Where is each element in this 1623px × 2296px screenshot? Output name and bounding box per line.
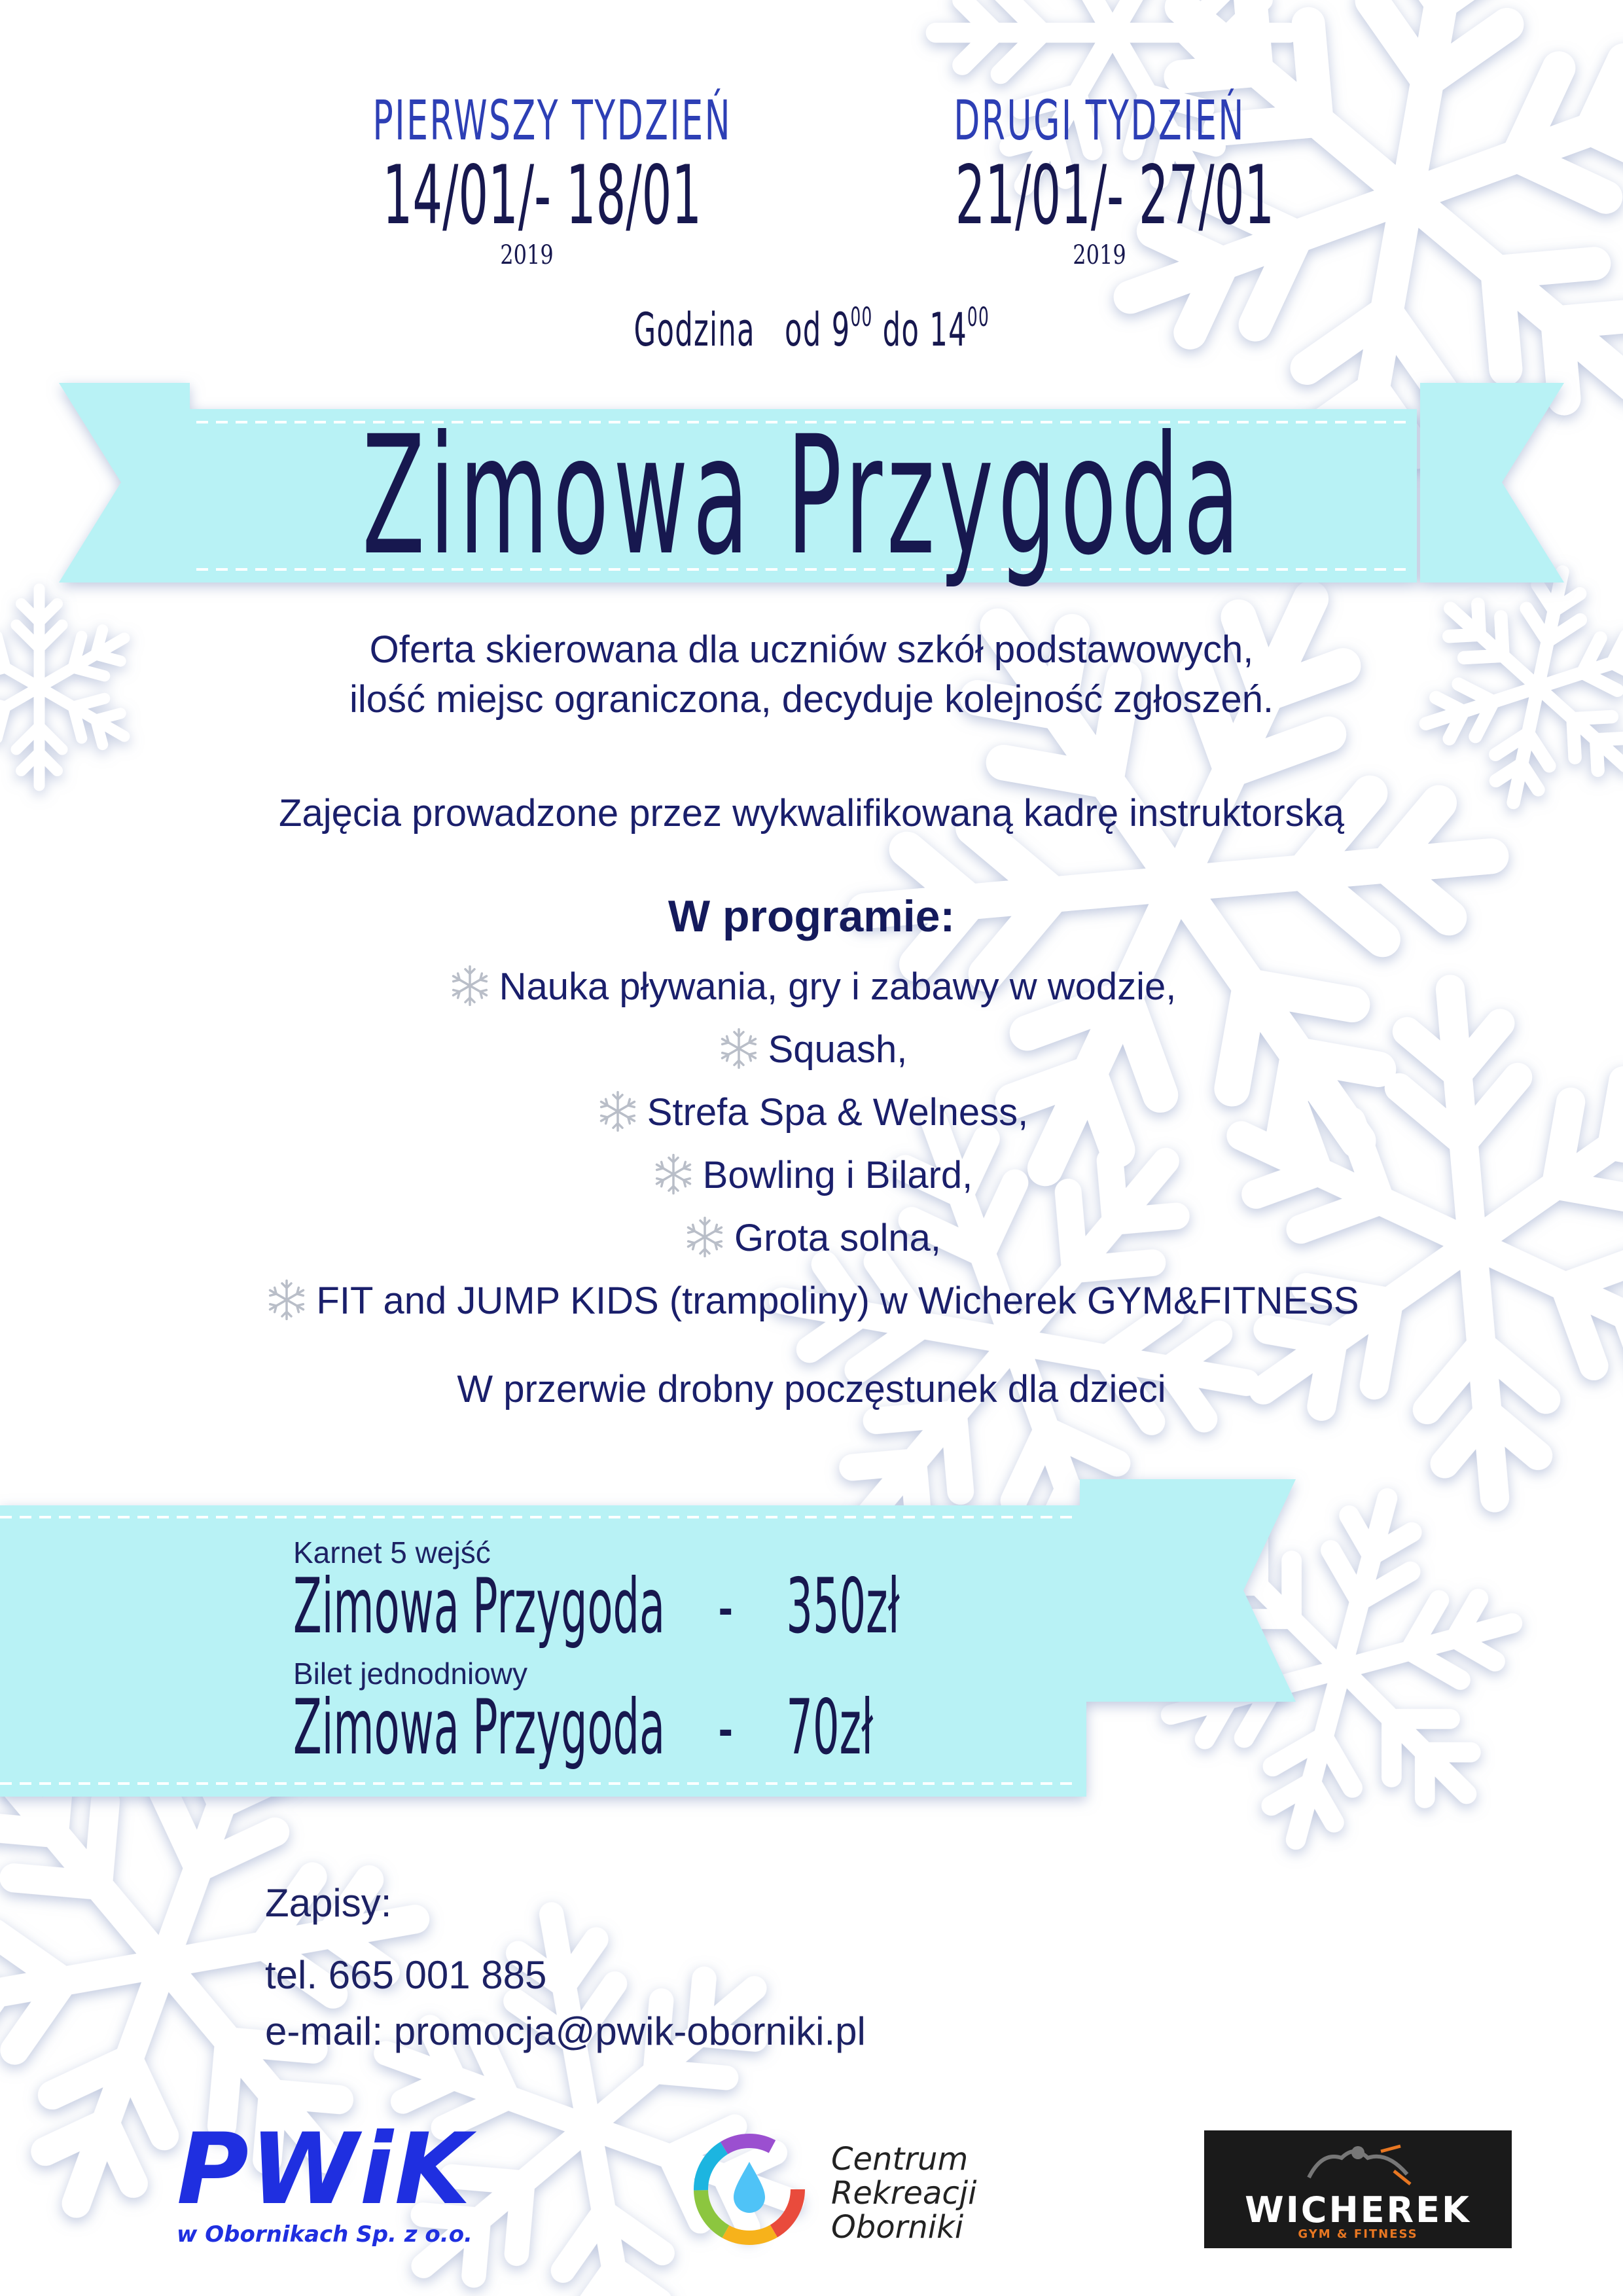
week-label: PIERWSZY TYDZIEŃ <box>372 88 732 152</box>
offer-text <box>0 625 1623 725</box>
snowflake-icon <box>651 1151 696 1197</box>
program-item-text: Nauka pływania, gry i zabawy w wodzie, <box>499 965 1177 1008</box>
snowflake-icon <box>682 1214 728 1260</box>
price-entry <box>293 1656 1079 1772</box>
week-second <box>851 88 1348 270</box>
offer-line-1: Oferta skierowana dla uczniów szkół podstawowych, <box>369 628 1254 671</box>
hours-to-minutes: 00 <box>967 302 990 332</box>
contact-heading: Zapisy: <box>265 1881 392 1925</box>
program-item <box>0 1270 1623 1333</box>
athlete-icon <box>1296 2138 1420 2191</box>
week-label: DRUGI TYDZIEŃ <box>954 88 1245 152</box>
opening-hours <box>0 302 1623 357</box>
price-line <box>293 1562 900 1651</box>
program-item <box>0 1081 1623 1144</box>
program-item-text: Grota solna, <box>734 1217 941 1259</box>
price-label: Bilet jednodniowy <box>293 1657 528 1691</box>
pwik-logo-text: PWiK <box>177 2113 473 2227</box>
water-drop-icon <box>690 2130 808 2248</box>
price-value: 70zł <box>786 1683 874 1772</box>
contact-phone[interactable]: tel. 665 001 885 <box>265 1953 547 1997</box>
hours-from-hour: 9 <box>831 303 851 357</box>
program-item <box>0 956 1623 1018</box>
snowflake-icon <box>447 963 493 1009</box>
program-item <box>0 1207 1623 1270</box>
price-name: Zimowa Przygoda <box>293 1562 666 1651</box>
refreshments-note: W przerwie drobny poczęstunek dla dzieci <box>457 1368 1166 1410</box>
title-text: Zimowa Przygoda <box>362 401 1245 591</box>
snowflake-icon <box>716 1026 762 1071</box>
price-entry <box>293 1535 1079 1651</box>
centrum-rekreacji-text <box>831 2142 976 2244</box>
week-dates: 21/01/- 27/01 <box>955 149 1275 243</box>
contact-email[interactable]: e-mail: promocja@pwik-oborniki.pl <box>265 2009 866 2053</box>
centrum-rekreacji-logo <box>690 2130 977 2251</box>
program-item-text: FIT and JUMP KIDS (trampoliny) w Wicherek GYM&FITNESS <box>316 1280 1359 1322</box>
snowflake-icon <box>595 1088 641 1134</box>
snowflake-icon <box>264 1277 310 1323</box>
offer-line-2: ilość miejsc ograniczona, decyduje kolejność zgłoszeń. <box>349 678 1274 721</box>
pwik-logo <box>177 2113 478 2248</box>
wicherek-name: WICHEREK <box>1245 2189 1471 2231</box>
week-year: 2019 <box>500 240 554 270</box>
wicherek-subtitle: GYM & FITNESS <box>1298 2227 1418 2241</box>
price-name: Zimowa Przygoda <box>293 1683 666 1772</box>
wicherek-logo <box>1204 2130 1512 2248</box>
centrum-line-3: Oborniki <box>831 2209 964 2246</box>
contact-details <box>265 1947 866 2060</box>
price-value: 350zł <box>786 1562 900 1651</box>
program-item <box>0 1144 1623 1207</box>
price-line <box>293 1683 874 1772</box>
price-list <box>293 1535 1079 1772</box>
program-item-text: Strefa Spa & Welness, <box>647 1091 1029 1134</box>
program-list <box>0 956 1623 1333</box>
staff-text: Zajęcia prowadzone przez wykwalifikowaną kadrę instruktorską <box>279 792 1344 834</box>
hours-from-label: od <box>784 303 822 357</box>
centrum-line-2: Rekreacji <box>831 2175 977 2212</box>
hours-to-label: do <box>882 303 919 357</box>
centrum-line-1: Centrum <box>831 2141 969 2178</box>
week-dates: 14/01/- 18/01 <box>382 149 702 243</box>
program-item-text: Squash, <box>768 1028 908 1071</box>
price-dash: - <box>718 1683 734 1772</box>
week-first <box>278 88 776 270</box>
hours-prefix: Godzina <box>633 303 755 357</box>
pwik-logo-subtitle: w Obornikach Sp. z o.o. <box>177 2221 473 2248</box>
page-title <box>190 401 1417 591</box>
program-item-text: Bowling i Bilard, <box>702 1154 973 1196</box>
price-dash: - <box>718 1562 734 1651</box>
price-label: Karnet 5 wejść <box>293 1535 491 1570</box>
hours-to-hour: 14 <box>929 303 967 357</box>
program-heading: W programie: <box>668 891 955 941</box>
week-year: 2019 <box>1073 240 1126 270</box>
hours-from-minutes: 00 <box>850 302 873 332</box>
program-item <box>0 1018 1623 1081</box>
